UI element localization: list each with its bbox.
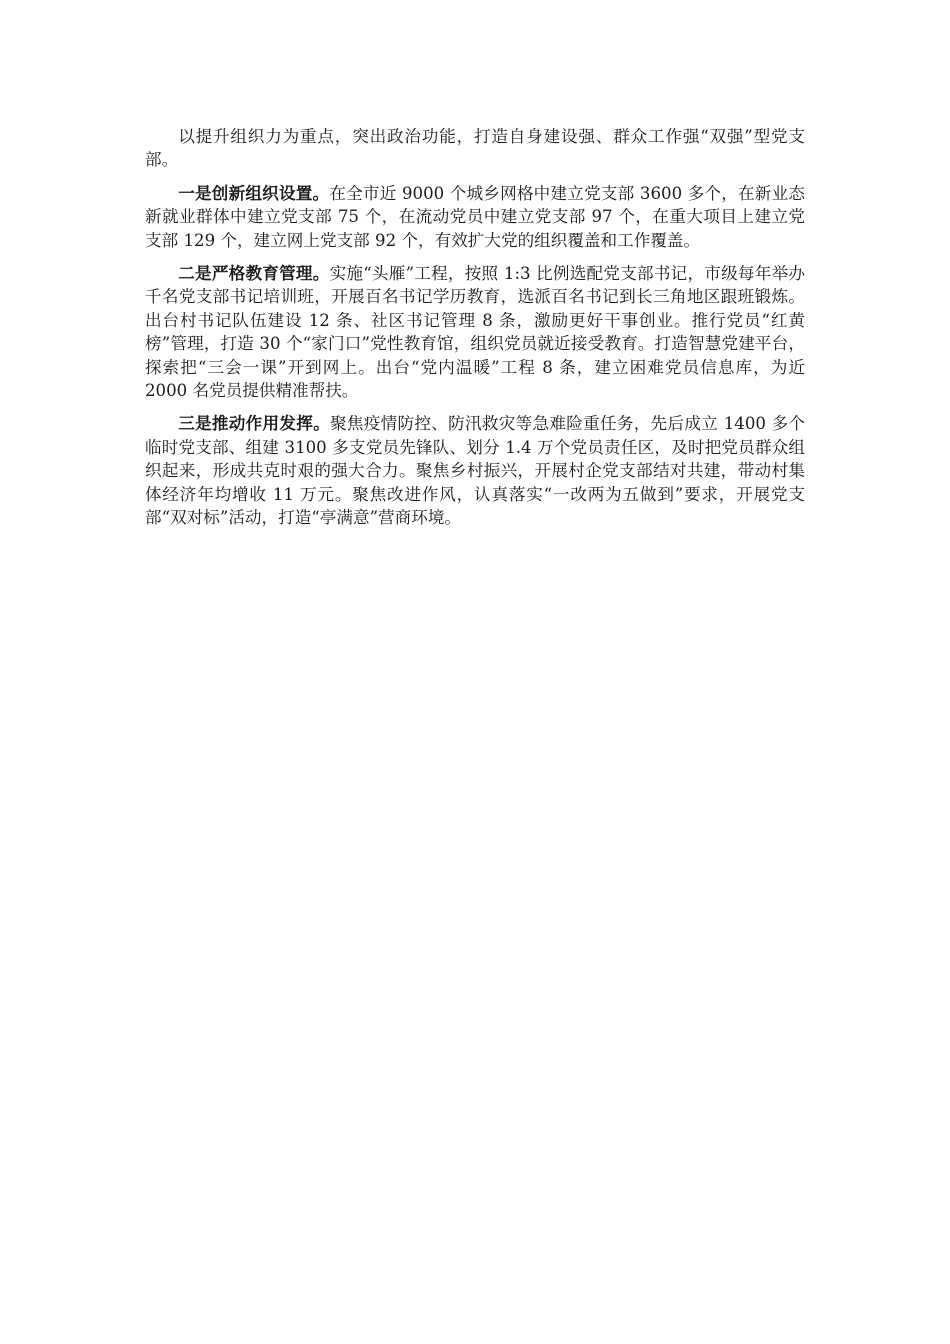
intro-paragraph: 以提升组织力为重点，突出政治功能，打造自身建设强、群众工作强“双强”型党支部。 (145, 127, 805, 170)
document-body (145, 125, 805, 540)
section-lead-3: 三是推动作用发挥。 (178, 414, 331, 434)
section-lead-2: 二是严格教育管理。 (178, 264, 330, 284)
section-body-2: 实施“头雁”工程，按照 1:3 比例选配党支部书记，市级每年举办千名党支部书记培训班，开展百名书记学历教育，选派百名书记到长三角地区跟班锻炼。出台村书记队伍建设 12 条、社区书记管理 8 条，激励更好干事创业。推行党员“红黄榜”管理，打造 30 个“家门口”党性教育馆，组织党员就近接受教育。打造智慧党建平台，探索把“三会一课”开到网上。出台“党内温暖”工程 8 条，建立困难党员信息库，为近 2000 名党员提供精准帮扶。 (145, 264, 805, 401)
section-paragraph-1 (145, 182, 805, 252)
section-lead-1: 一是创新组织设置。 (178, 183, 330, 203)
section-body-3: 聚焦疫情防控、防汛救灾等急难险重任务，先后成立 1400 多个临时党支部、组建 3100 多支党员先锋队、划分 1.4 万个党员责任区，及时把党员群众组织起来，形成共克时艰的强大合力。聚焦乡村振兴，开展村企党支部结对共建，带动村集体经济年均增收 11 万元。聚焦改进作风，认真落实“一改两为五做到”要求，开展党支部“双对标”活动，打造“亭满意”营商环境。 (145, 414, 805, 528)
section-paragraph-2 (145, 262, 805, 402)
section-body-1: 在全市近 9000 个城乡网格中建立党支部 3600 多个，在新业态新就业群体中建立党支部 75 个，在流动党员中建立党支部 97 个，在重大项目上建立党支部 129 个，建立网上党支部 92 个，有效扩大党的组织覆盖和工作覆盖。 (145, 183, 805, 250)
section-paragraph-3 (145, 412, 805, 529)
